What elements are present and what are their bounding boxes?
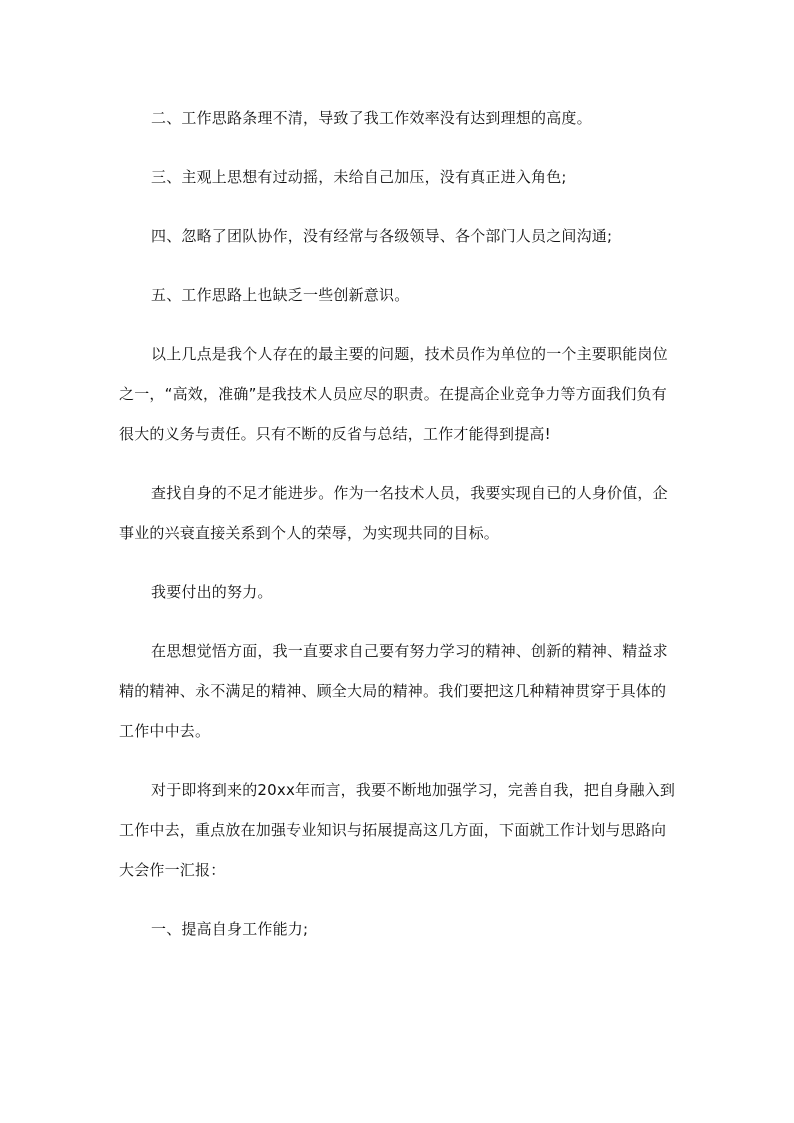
paragraph-5: 五、工作思路上也缺乏一些创新意识。 xyxy=(151,286,410,304)
mindset-paragraph: 在思想觉悟方面，我一直要求自己要有努力学习的精神、创新的精神、精益求精的精神、永不满足的精神、顾全大局的精神。我们要把这几种精神贯穿于具体的工作中中去。 xyxy=(119,642,668,740)
paragraph-2: 二、工作思路条理不清，导致了我工作效率没有达到理想的高度。 xyxy=(151,109,592,127)
paragraph-4: 四、忽略了团队协作，没有经常与各级领导、各个部门人员之间沟通; xyxy=(151,227,613,245)
self-check-paragraph: 查找自身的不足才能进步。作为一名技术人员，我要实现自已的人身价值，企事业的兴衰直接关系到个人的荣辱，为实现共同的目标。 xyxy=(119,484,668,542)
plan-paragraph: 对于即将到来的20xx年而言，我要不断地加强学习，完善自我，把自身融入到工作中去，重点放在加强专业知识与拓展提高这几方面，下面就工作计划与思路向大会作一汇报： xyxy=(119,781,676,879)
summary-paragraph: 以上几点是我个人存在的最主要的问题，技术员作为单位的一个主要职能岗位之一，“高效，准确”是我技术人员应尽的职责。在提高企业竞争力等方面我们负有很大的义务与责任。只有不断的反省与总结，工作才能得到提高! xyxy=(119,345,668,443)
document-body xyxy=(119,98,679,949)
paragraph-6: 一、提高自身工作能力; xyxy=(151,920,309,938)
effort-paragraph: 我要付出的努力。 xyxy=(151,583,273,601)
paragraph-3: 三、主观上思想有过动摇，未给自己加压，没有真正进入角色; xyxy=(151,168,567,186)
